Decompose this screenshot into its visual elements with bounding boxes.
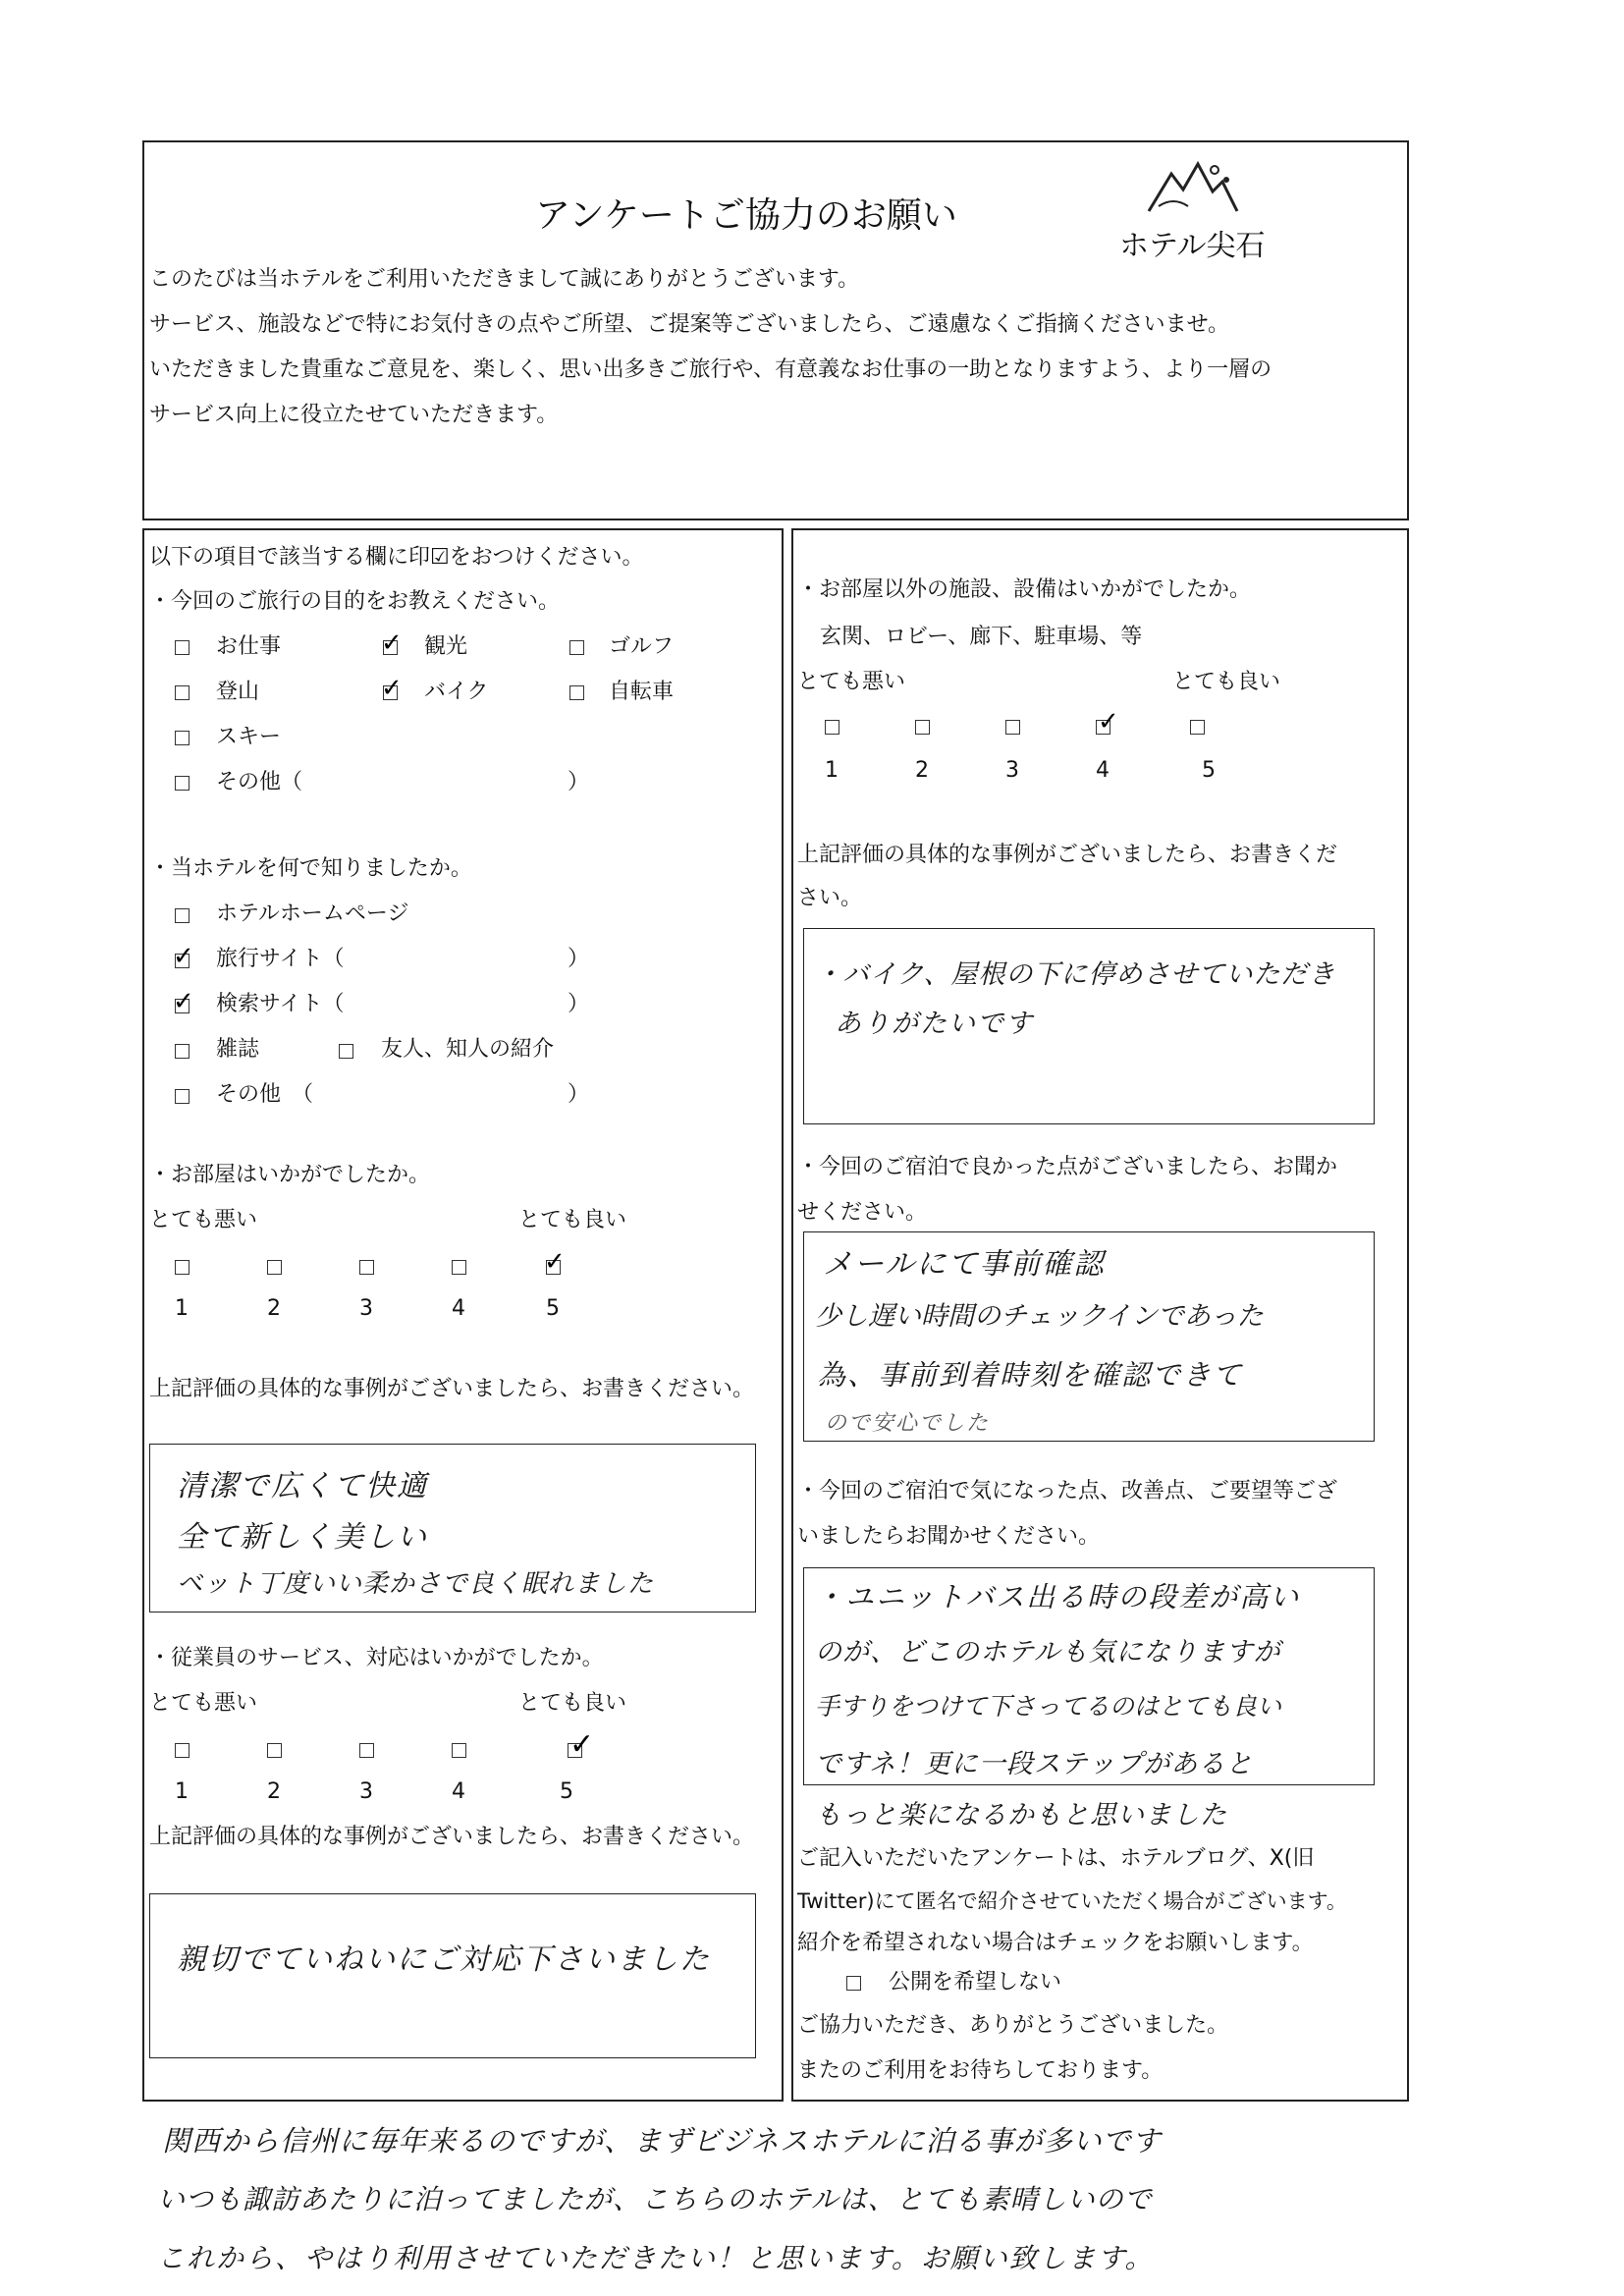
check-mark-icon: ✓ [381, 674, 403, 703]
hotel-logo-text: ホテル尖石 [1119, 229, 1266, 263]
check-mark-icon: ✓ [381, 629, 403, 658]
room-high-label: とても良い [518, 1208, 627, 1232]
instruction-text: 以下の項目で該当する欄に印☑をおつけください。 [149, 545, 644, 570]
improvements-question-1: ・今回のご宿泊で気になった点、改善点、ご要望等ござ [797, 1479, 1338, 1503]
footer-comment-line-3: これから、やはり利用させていただきたい！と思います。お願い致します。 [157, 2242, 1155, 2274]
facilities-rating-2-checkbox[interactable] [915, 720, 930, 735]
source-friend-label: 友人、知人の紹介 [381, 1037, 555, 1062]
purpose-business-label: お仕事 [216, 634, 282, 659]
source-question: ・当ホテルを何で知りましたか。 [149, 856, 472, 881]
service-low-label: とても悪い [149, 1691, 258, 1716]
service-rating-2-checkbox[interactable] [267, 1743, 282, 1758]
source-magazine-label: 雑誌 [216, 1037, 260, 1062]
facilities-detail-prompt-1: 上記評価の具体的な事例がございましたら、お書きくだ [797, 843, 1338, 867]
no-publication-checkbox[interactable] [846, 1976, 861, 1991]
service-scale-5: 5 [560, 1779, 573, 1804]
room-scale-2: 2 [267, 1296, 281, 1321]
source-other-checkbox[interactable] [175, 1089, 189, 1104]
service-scale-3: 3 [359, 1779, 373, 1804]
good-points-question-2: せください。 [797, 1200, 928, 1225]
room-scale-1: 1 [175, 1296, 189, 1321]
facilities-scale-1: 1 [825, 758, 839, 783]
facilities-high-label: とても良い [1172, 670, 1281, 694]
no-publication-label: 公開を希望しない [889, 1970, 1062, 1995]
footer-comment-line-2: いつも諏訪あたりに泊ってましたが、こちらのホテルは、とても素晴しいので [157, 2183, 1153, 2215]
page-title: アンケートご協力のお願い [535, 195, 957, 236]
source-travel-site-close: ） [568, 947, 590, 971]
facilities-examples: 玄関、ロビー、廊下、駐車場、等 [820, 625, 1143, 649]
purpose-bike-label: バイク [424, 680, 489, 704]
thanks-line-1: ご協力いただき、ありがとうございました。 [797, 2013, 1229, 2038]
intro-line-4: サービス向上に役立たせていただきます。 [149, 403, 559, 427]
facilities-rating-5-checkbox[interactable] [1190, 720, 1205, 735]
mountain-logo-icon [1144, 152, 1252, 221]
improvements-comment-line-2: のが、どこのホテルも気になりますが [815, 1637, 1281, 1667]
service-scale-2: 2 [267, 1779, 281, 1804]
source-magazine-checkbox[interactable] [175, 1044, 189, 1059]
facilities-rating-3-checkbox[interactable] [1005, 720, 1020, 735]
good-points-question-1: ・今回のご宿泊で良かった点がございましたら、お聞か [797, 1155, 1338, 1179]
source-friend-checkbox[interactable] [339, 1044, 353, 1059]
room-rating-4-checkbox[interactable] [452, 1260, 466, 1275]
check-mark-icon: ✓ [173, 942, 194, 971]
good-points-comment-line-1: メールにて事前確認 [823, 1247, 1106, 1282]
improvements-comment-line-5: もっと楽になるかもと思いました [815, 1800, 1227, 1831]
service-scale-4: 4 [452, 1779, 465, 1804]
purpose-bicycle-label: 自転車 [609, 680, 675, 704]
purpose-ski-label: スキー [216, 725, 282, 749]
check-mark-icon: ✓ [1098, 707, 1119, 737]
publication-notice-1: ご記入いただいたアンケートは、ホテルブログ、X(旧 [797, 1846, 1315, 1871]
room-scale-4: 4 [452, 1296, 465, 1321]
purpose-bicycle-checkbox[interactable] [569, 685, 584, 700]
source-homepage-checkbox[interactable] [175, 908, 189, 923]
room-low-label: とても悪い [149, 1208, 258, 1232]
facilities-rating-1-checkbox[interactable] [825, 720, 839, 735]
facilities-comment-line-1: ・バイク、屋根の下に停めさせていただき [815, 959, 1336, 990]
room-rating-3-checkbox[interactable] [359, 1260, 374, 1275]
room-comment-line-3: ベット丁度いい柔かさで良く眠れました [177, 1569, 655, 1599]
thanks-line-2: またのご利用をお待ちしております。 [797, 2058, 1164, 2083]
service-detail-prompt: 上記評価の具体的な事例がございましたら、お書きください。 [149, 1825, 755, 1849]
room-scale-3: 3 [359, 1296, 373, 1321]
room-comment-line-2: 全て新しく美しい [177, 1520, 428, 1555]
footer-comment-line-1: 関西から信州に毎年来るのですが、まずビジネスホテルに泊る事が多いです [162, 2124, 1162, 2158]
improvements-comment-line-4: ですネ！更に一段ステップがあると [815, 1749, 1254, 1779]
publication-notice-2: Twitter)にて匿名で紹介させていただく場合がございます。 [797, 1889, 1347, 1913]
purpose-other-close: ） [568, 770, 590, 794]
room-detail-prompt: 上記評価の具体的な事例がございましたら、お書きください。 [149, 1377, 755, 1401]
source-other-label: その他 （ [216, 1082, 314, 1107]
purpose-other-checkbox[interactable] [175, 776, 189, 791]
intro-line-1: このたびは当ホテルをご利用いただきまして誠にありがとうございます。 [149, 267, 860, 292]
room-scale-5: 5 [546, 1296, 560, 1321]
purpose-golf-checkbox[interactable] [569, 640, 584, 655]
service-rating-3-checkbox[interactable] [359, 1743, 374, 1758]
facilities-detail-prompt-2: さい。 [797, 886, 863, 910]
service-scale-1: 1 [175, 1779, 189, 1804]
service-rating-4-checkbox[interactable] [452, 1743, 466, 1758]
purpose-climbing-checkbox[interactable] [175, 685, 189, 700]
purpose-ski-checkbox[interactable] [175, 731, 189, 745]
facilities-scale-4: 4 [1096, 758, 1110, 783]
room-rating-1-checkbox[interactable] [175, 1260, 189, 1275]
room-question: ・お部屋はいかがでしたか。 [149, 1163, 431, 1187]
purpose-climbing-label: 登山 [216, 680, 260, 704]
purpose-sightseeing-label: 観光 [424, 634, 468, 659]
good-points-comment-line-3: 為、事前到着時刻を確認できて [817, 1358, 1244, 1392]
check-mark-icon: ✓ [569, 1727, 595, 1762]
source-travel-site-label: 旅行サイト（ [216, 947, 345, 971]
check-mark-icon: ✓ [544, 1247, 566, 1277]
facilities-low-label: とても悪い [797, 670, 906, 694]
good-points-comment-line-2: 少し遅い時間のチェックインであった [815, 1301, 1264, 1332]
facilities-scale-5: 5 [1202, 758, 1216, 783]
room-rating-2-checkbox[interactable] [267, 1260, 282, 1275]
purpose-business-checkbox[interactable] [175, 640, 189, 655]
facilities-comment-line-2: ありがたいです [835, 1009, 1034, 1039]
purpose-question: ・今回のご旅行の目的をお教えください。 [149, 589, 561, 614]
facilities-scale-2: 2 [915, 758, 929, 783]
purpose-other-label: その他（ [216, 770, 303, 794]
publication-notice-3: 紹介を希望されない場合はチェックをお願いします。 [797, 1931, 1314, 1955]
room-comment-line-1: 清潔で広くて快適 [177, 1469, 428, 1503]
good-points-comment-line-4: ので安心でした [825, 1411, 991, 1436]
intro-line-2: サービス、施設などで特にお気付きの点やご所望、ご提案等ございましたら、ご遠慮なくご指摘くださいませ。 [149, 312, 1230, 337]
source-search-site-label: 検索サイト（ [216, 992, 345, 1016]
source-other-close: ） [568, 1082, 590, 1107]
check-mark-icon: ✓ [173, 987, 194, 1016]
facilities-question: ・お部屋以外の施設、設備はいかがでしたか。 [797, 577, 1252, 602]
service-comment-line-1: 親切でていねいにご対応下さいました [177, 1942, 711, 1977]
service-question: ・従業員のサービス、対応はいかがでしたか。 [149, 1646, 604, 1670]
improvements-comment-line-1: ・ユニットバス出る時の段差が高い [815, 1580, 1301, 1613]
hotel-logo [1105, 152, 1266, 270]
service-high-label: とても良い [518, 1691, 627, 1716]
improvements-question-2: いましたらお聞かせください。 [797, 1524, 1101, 1549]
intro-line-3: いただきました貴重なご意見を、楽しく、思い出多きご旅行や、有意義なお仕事の一助となりますよう、より一層の [149, 357, 1272, 382]
improvements-comment-line-3: 手すりをつけて下さってるのはとても良い [815, 1692, 1282, 1721]
facilities-scale-3: 3 [1005, 758, 1019, 783]
purpose-golf-label: ゴルフ [609, 634, 675, 659]
service-rating-1-checkbox[interactable] [175, 1743, 189, 1758]
source-search-site-close: ） [568, 992, 590, 1016]
source-homepage-label: ホテルホームページ [216, 902, 409, 926]
